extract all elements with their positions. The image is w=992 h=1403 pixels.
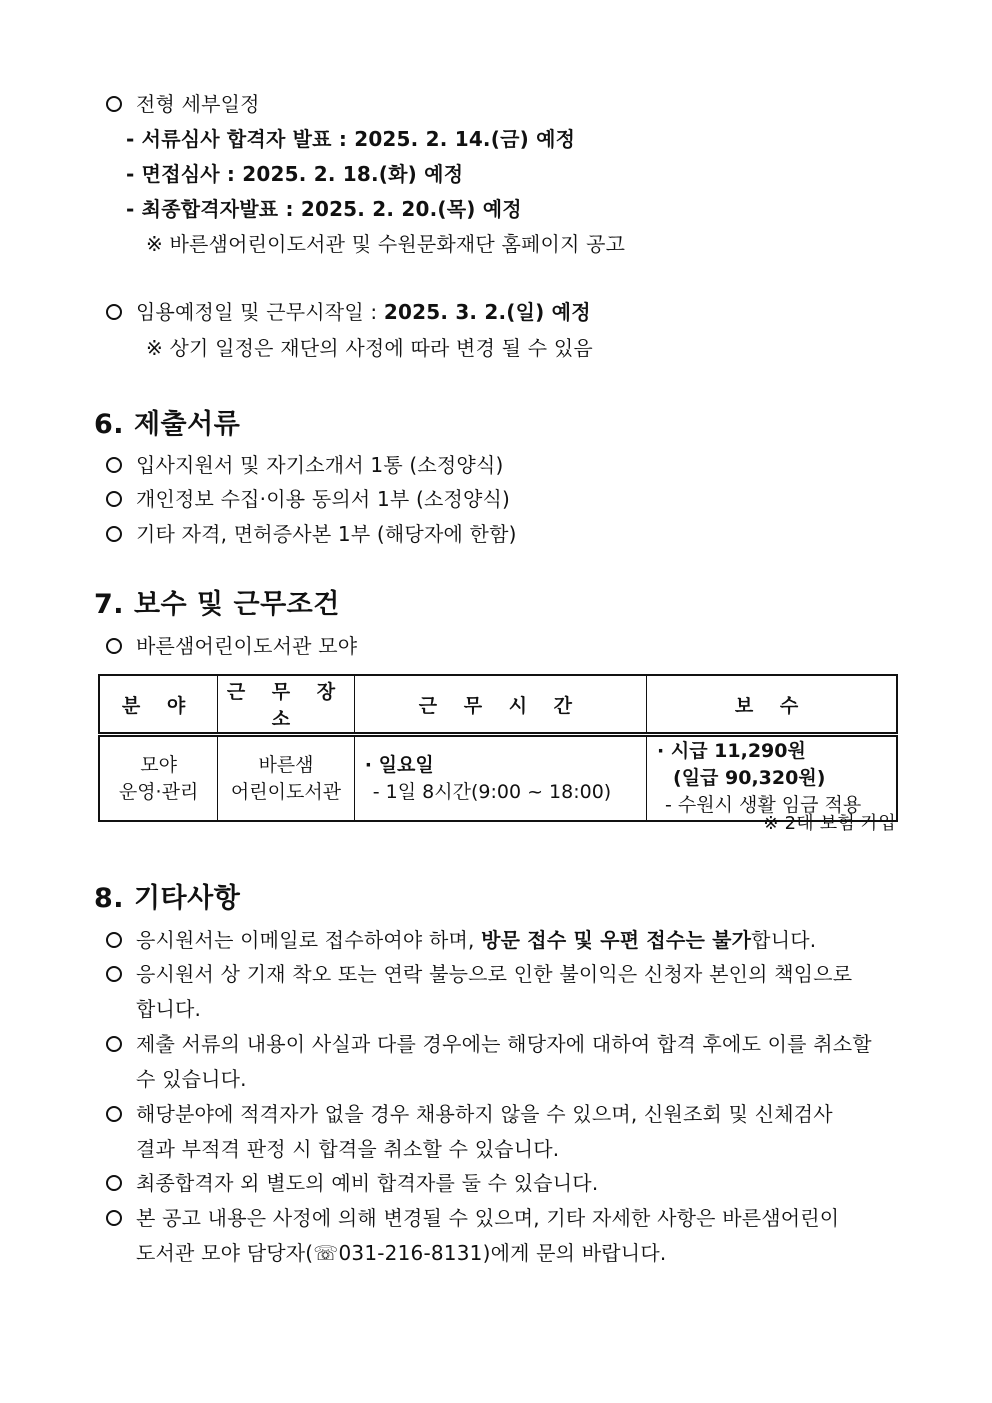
circle-bullet-icon <box>106 1210 122 1226</box>
section-8-item: 응시원서는 이메일로 접수하여야 하며, 방문 접수 및 우편 접수는 불가합니다. <box>106 926 816 954</box>
section-6-item: 입사지원서 및 자기소개서 1통 (소정양식) <box>106 451 503 479</box>
section-8-item-continued: 수 있습니다. <box>136 1067 247 1091</box>
section-8-item: 해당분야에 적격자가 없을 경우 채용하지 않을 수 있으며, 신원조회 및 신체검사 <box>106 1100 833 1128</box>
section-6-item: 개인정보 수집·이용 동의서 1부 (소정양식) <box>106 485 510 513</box>
section-7-subtitle: 바른샘어린이도서관 모야 <box>106 632 357 660</box>
header-place: 근 무 장 소 <box>218 675 355 735</box>
section-8-item-continued: 합니다. <box>136 997 202 1021</box>
schedule-heading: 전형 세부일정 <box>106 90 260 118</box>
start-date-note: ※ 상기 일정은 재단의 사정에 따라 변경 될 수 있음 <box>146 336 593 360</box>
section-8-item: 본 공고 내용은 사정에 의해 변경될 수 있으며, 기타 자세한 사항은 바른샘어린이 <box>106 1204 839 1232</box>
circle-bullet-icon <box>106 638 122 654</box>
circle-bullet-icon <box>106 526 122 542</box>
pay-conditions-table <box>98 674 898 822</box>
circle-bullet-icon <box>106 96 122 112</box>
section-7-title: 7. 보수 및 근무조건 <box>94 589 340 620</box>
circle-bullet-icon <box>106 966 122 982</box>
header-hours: 근 무 시 간 <box>354 675 646 735</box>
schedule-note: ※ 바른샘어린이도서관 및 수원문화재단 홈페이지 공고 <box>146 232 626 256</box>
circle-bullet-icon <box>106 491 122 507</box>
section-8-item-continued: 결과 부적격 판정 시 합격을 취소할 수 있습니다. <box>136 1137 560 1161</box>
section-8-item: 최종합격자 외 별도의 예비 합격자를 둘 수 있습니다. <box>106 1169 598 1197</box>
circle-bullet-icon <box>106 1106 122 1122</box>
schedule-item: - 면접심사 : 2025. 2. 18.(화) 예정 <box>126 162 464 186</box>
section-6-item: 기타 자격, 면허증사본 1부 (해당자에 한함) <box>106 520 517 548</box>
cell-place: 바른샘 어린이도서관 <box>218 735 355 822</box>
circle-bullet-icon <box>106 457 122 473</box>
section-8-item: 응시원서 상 기재 착오 또는 연락 불능으로 인한 불이익은 신청자 본인의 책임으로 <box>106 960 852 988</box>
cell-pay: · 시급 11,290원 (일급 90,320원) - 수원시 생활 임금 적용 <box>647 735 897 822</box>
circle-bullet-icon <box>106 304 122 320</box>
circle-bullet-icon <box>106 932 122 948</box>
table-header-row <box>99 675 897 735</box>
circle-bullet-icon <box>106 1175 122 1191</box>
section-6-title: 6. 제출서류 <box>94 409 241 440</box>
start-date-line: 임용예정일 및 근무시작일 : 2025. 3. 2.(일) 예정 <box>106 298 591 326</box>
section-8-title: 8. 기타사항 <box>94 883 241 914</box>
cell-hours: · 일요일 - 1일 8시간(9:00 ~ 18:00) <box>354 735 646 822</box>
cell-field: 모야 운영·관리 <box>99 735 218 822</box>
circle-bullet-icon <box>106 1036 122 1052</box>
schedule-item: - 서류심사 합격자 발표 : 2025. 2. 14.(금) 예정 <box>126 127 576 151</box>
header-pay: 보 수 <box>647 675 897 735</box>
insurance-note: ※ 2대 보험 가입 <box>763 813 896 834</box>
section-8-item: 제출 서류의 내용이 사실과 다를 경우에는 해당자에 대하여 합격 후에도 이를 취소할 <box>106 1030 872 1058</box>
schedule-item: - 최종합격자발표 : 2025. 2. 20.(목) 예정 <box>126 197 522 221</box>
header-field: 분 야 <box>99 675 218 735</box>
section-8-item-continued: 도서관 모야 담당자(☏031-216-8131)에게 문의 바랍니다. <box>136 1241 667 1265</box>
table-row <box>99 735 897 822</box>
